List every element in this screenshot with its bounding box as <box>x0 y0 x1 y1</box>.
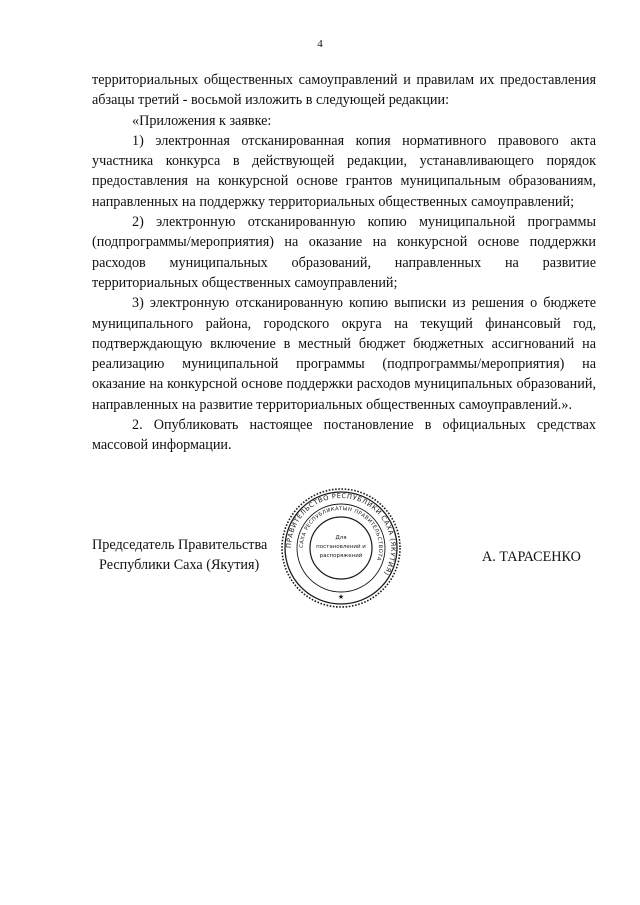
signatory-title <box>92 535 267 576</box>
seal-inner-text: САХА РЕСПУБЛИКАТЫН ПРАВИТЕЛЬСТВОТА <box>298 505 384 562</box>
seal-star-icon: ★ <box>337 593 345 601</box>
annex-item-3: 3) электронную отсканированную копию выписки из решения о бюджете муниципального района, городского округа на текущий финансовый год, подтверждающую включение в местный бюджет бюджетных ассигнований на реализацию муниципальной программы (подпрограммы/мероприятия) на оказание на конкурсной основе поддержки расходов муниципальных образований, направленных на развитие территориальных общественных самоуправлений.». <box>92 295 596 413</box>
signatory-title-line-1: Председатель Правительства <box>92 537 268 553</box>
seal-graphic <box>271 487 411 609</box>
seal-center-line-3: распоряжений <box>319 553 363 559</box>
intro-paragraph: территориальных общественных самоуправлений и правилам их предоставления абзацы третий - восьмой изложить в следующей редакции: <box>92 72 596 109</box>
page-number: 4 <box>317 38 323 50</box>
publication-paragraph: 2. Опубликовать настоящее постановление в официальных средствах массовой информации. <box>92 417 596 454</box>
seal-outer-text: ПРАВИТЕЛЬСТВО РЕСПУБЛИКИ САХА (ЯКУТИЯ) <box>284 491 398 578</box>
official-seal <box>271 487 411 609</box>
annex-item-1: 1) электронная отсканированная копия нормативного правового акта участника конкурса в действующей редакции, устанавливающего порядок предоставления на конкурсной основе грантов муниципальным образованиям, направленных на поддержку территориальных общественных самоуправлений; <box>92 132 596 210</box>
signatory-name: А. ТАРАСЕНКО <box>482 549 581 565</box>
annex-heading: «Приложения к заявке: <box>132 112 272 129</box>
seal-center-line-1: Для <box>335 535 347 541</box>
seal-center-line-2: постановлений и <box>316 544 366 550</box>
signatory-title-line-2: Республики Саха (Якутия) <box>99 557 260 574</box>
document-body <box>92 70 596 456</box>
annex-item-2: 2) электронную отсканированную копию муниципальной программы (подпрограммы/мероприятия) на оказание на конкурсной основе поддержки расходов муниципальных образований, направленных на развитие территориальных общественных самоуправлений; <box>92 214 596 291</box>
